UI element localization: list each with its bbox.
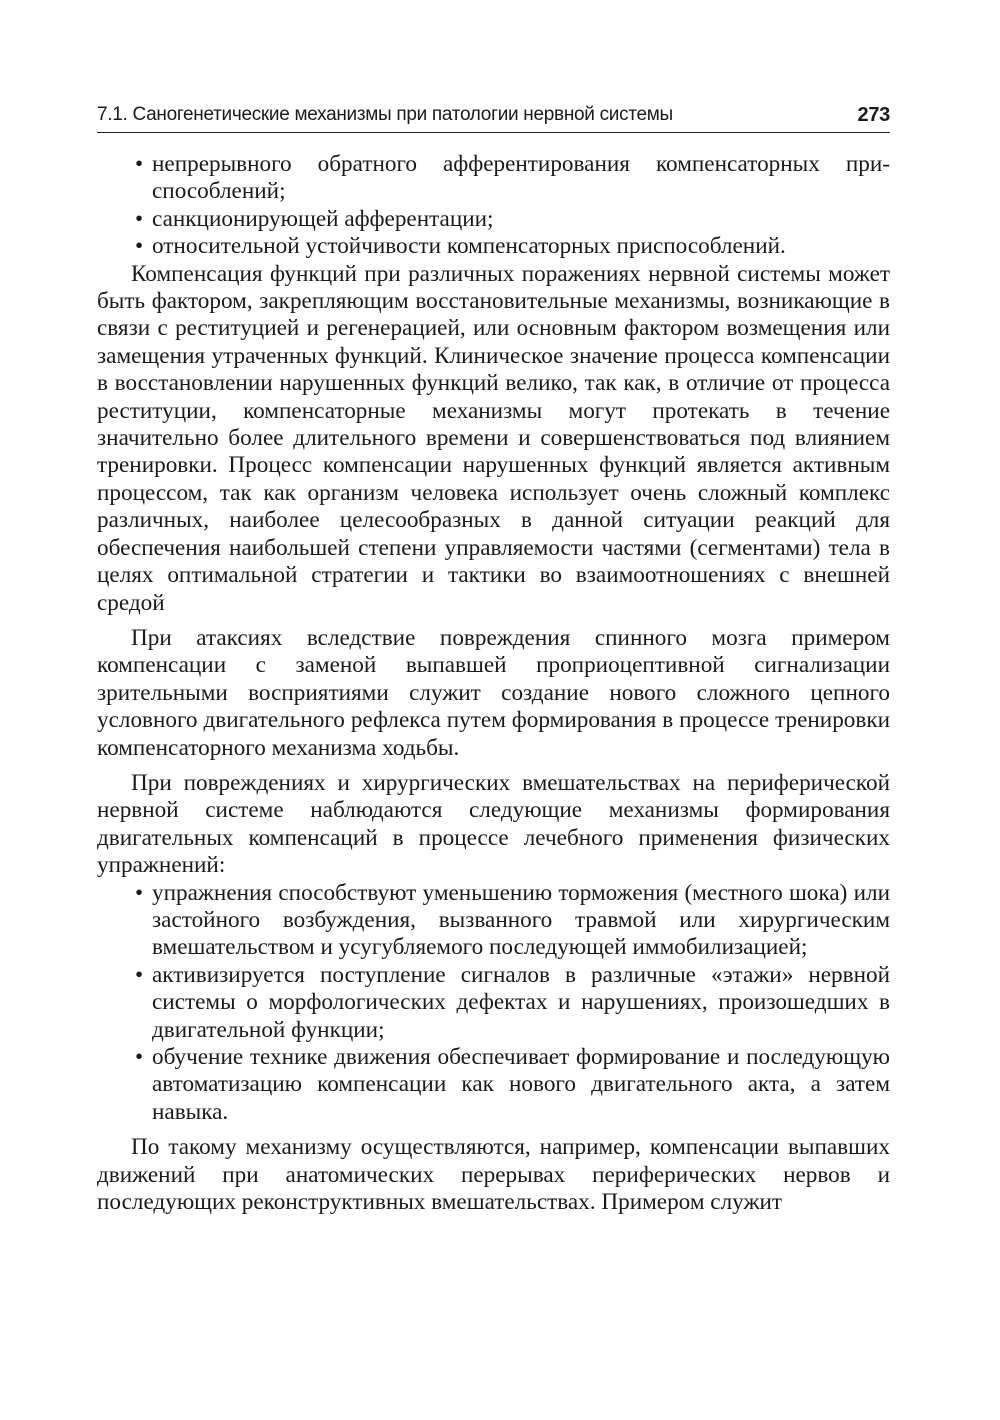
paragraph-ataxia: При атаксиях вследствие повреждения спинного мозга примером компенсации с заменой выпавшей проприоцептивной сигнализации зрительными восприятиями служит создание нового сложного цепного условного двигательного рефлекса путем формирования в процессе тренировки компенсаторного механизма ходьбы.: [97, 624, 890, 761]
page-body: [97, 151, 890, 1216]
bullet-list-bottom: [97, 880, 890, 1127]
list-item: • санкционирующей афферентации;: [97, 206, 890, 233]
running-title: 7.1. Саногенетические механизмы при патологии нервной системы: [97, 104, 673, 125]
list-item: • непрерывного обратного афферентирования компенсаторных приспособлений;: [97, 151, 890, 206]
paragraph-peripheral: При повреждениях и хирургических вмешательствах на периферической нервной системе наблюдаются следующие механизмы формирования двигательных компенсаций в процессе лечебного применения физических упражнений:: [97, 769, 890, 879]
paragraph-closing: По такому механизму осуществляются, например, компенсации выпавших движений при анатомических перерывах периферических нервов и последующих реконструктивных вмешательствах. Примером служит: [97, 1134, 890, 1216]
list-item: • относительной устойчивости компенсаторных приспособлений.: [97, 233, 890, 260]
list-item: • обучение технике движения обеспечивает формирование и последующую автоматизацию компенсации как нового двигательного акта, а затем навыка.: [97, 1044, 890, 1126]
list-item: • активизируется поступление сигналов в различные «этажи» нервной системы о морфологических дефектах и нарушениях, произошедших в двигательной функции;: [97, 962, 890, 1044]
paragraph-compensation: Компенсация функций при различных поражениях нервной системы может быть фактором, закрепляющим восстановительные механизмы, возникающие в связи с реституцией и регенерацией, или основным фактором возмещения или замещения утраченных функций. Клиническое значение процесса компенсации в восстановлении нарушенных функций велико, так как, в отличие от процесса реституции, компенсаторные механизмы могут протекать в течение значительно более длительного времени и совершенствоваться под влиянием тренировки. Процесс компенсации нарушенных функций является активным процессом, так как организм человека использует очень сложный комплекс различных, наиболее целесообразных в данной ситуации реакций для обеспечения наибольшей степени управляемости частями (сегментами) тела в целях оптимальной стратегии и тактики во взаимоотношениях с внешней средой: [97, 260, 890, 616]
page-number: 273: [857, 104, 890, 126]
list-item: • упражнения способствуют уменьшению торможения (местного шока) или застойного возбуждения, вызванного травмой или хирургическим вмешательством и усугубляемого последующей иммобилизацией;: [97, 880, 890, 962]
bullet-list-top: [97, 151, 890, 261]
running-header: [97, 98, 890, 133]
